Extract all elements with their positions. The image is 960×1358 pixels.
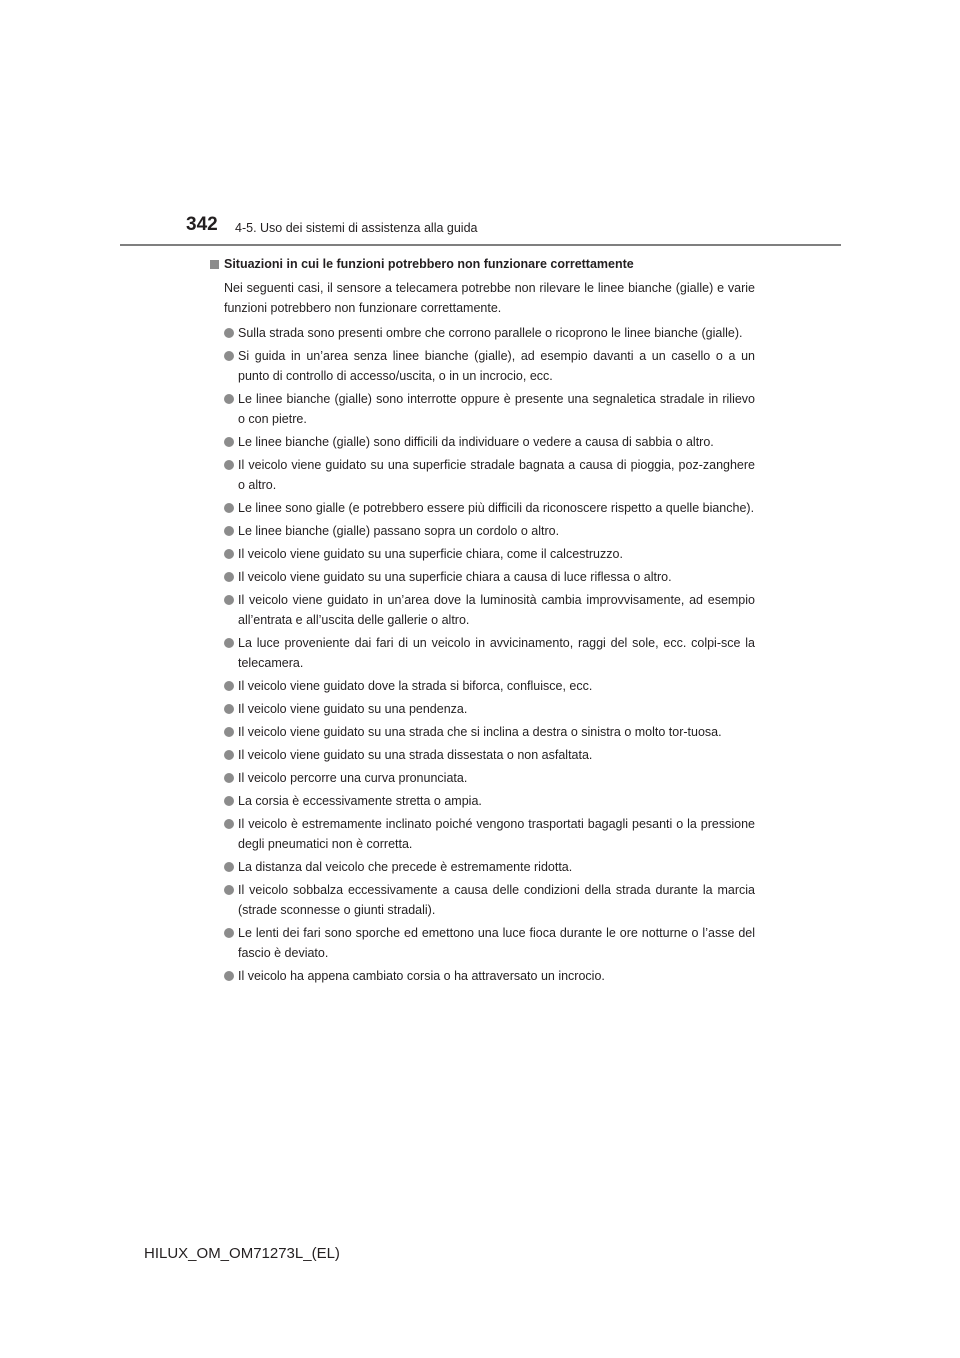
list-item [224,346,755,386]
document-code: HILUX_OM_OM71273L_(EL) [144,1245,340,1262]
list-item-text: La corsia è eccessivamente stretta o ampia. [238,793,482,808]
list-item-text: Le linee bianche (gialle) sono difficili da individuare o vedere a causa di sabbia o altro. [238,434,714,449]
list-item-text: Il veicolo ha appena cambiato corsia o ha attraversato un incrocio. [238,968,605,983]
list-item-text: Il veicolo viene guidato su una strada dissestata o non asfaltata. [238,747,593,762]
section-heading-text: Situazioni in cui le funzioni potrebbero non funzionare correttamente [224,257,634,271]
list-item [224,498,755,518]
circle-bullet-icon [224,572,234,582]
list-item [224,791,755,811]
situation-list [210,323,755,986]
list-item-text: Il veicolo è estremamente inclinato poiché vengono trasportati bagagli pesanti o la pressione degli pneumatici non è corretta. [238,816,755,851]
list-item-text: Il veicolo viene guidato in un’area dove la luminosità cambia improvvisamente, ad esempio all’entrata e all’uscita delle gallerie o altro. [238,592,755,627]
list-item-text: Le lenti dei fari sono sporche ed emettono una luce fioca durante le ore notturne o l’asse del fascio è deviato. [238,925,755,960]
circle-bullet-icon [224,437,234,447]
circle-bullet-icon [224,681,234,691]
circle-bullet-icon [224,885,234,895]
list-item-text: Il veicolo viene guidato su una superficie stradale bagnata a causa di pioggia, poz-zanghere o altro. [238,457,755,492]
circle-bullet-icon [224,727,234,737]
list-item [224,389,755,429]
list-item [224,676,755,696]
list-item-text: Il veicolo viene guidato su una superficie chiara, come il calcestruzzo. [238,546,623,561]
circle-bullet-icon [224,704,234,714]
list-item [224,567,755,587]
list-item-text: La distanza dal veicolo che precede è estremamente ridotta. [238,859,573,874]
list-item [224,544,755,564]
list-item-text: Sulla strada sono presenti ombre che corrono parallele o ricoprono le linee bianche (gialle). [238,325,743,340]
list-item [224,590,755,630]
circle-bullet-icon [224,328,234,338]
circle-bullet-icon [224,460,234,470]
list-item [224,768,755,788]
list-item [224,814,755,854]
intro-paragraph: Nei seguenti casi, il sensore a telecamera potrebbe non rilevare le linee bianche (gialle) e varie funzioni potrebbero non funzionare correttamente. [224,280,755,315]
page-content [210,256,755,989]
circle-bullet-icon [224,750,234,760]
list-item [224,745,755,765]
list-item-text: Il veicolo percorre una curva pronunciata. [238,770,468,785]
circle-bullet-icon [224,773,234,783]
list-item [224,521,755,541]
list-item [224,722,755,742]
section-title: 4-5. Uso dei sistemi di assistenza alla guida [235,221,478,235]
list-item-text: Il veicolo sobbalza eccessivamente a causa delle condizioni della strada durante la marcia (strade sconnesse o giunti stradali). [238,882,755,917]
list-item-text: Le linee bianche (gialle) sono interrotte oppure è presente una segnaletica stradale in rilievo o con pietre. [238,391,755,426]
page-number: 342 [186,214,218,235]
circle-bullet-icon [224,819,234,829]
circle-bullet-icon [224,638,234,648]
circle-bullet-icon [224,862,234,872]
list-item-text: Il veicolo viene guidato su una pendenza. [238,701,468,716]
section-heading [210,256,755,274]
circle-bullet-icon [224,526,234,536]
list-item-text: Il veicolo viene guidato su una strada che si inclina a destra o sinistra o molto tor-tuosa. [238,724,722,739]
list-item-text: Le linee sono gialle (e potrebbero essere più difficili da riconoscere rispetto a quelle bianche). [238,500,755,515]
list-item-text: Le linee bianche (gialle) passano sopra un cordolo o altro. [238,523,560,538]
list-item [224,857,755,877]
list-item [224,699,755,719]
header-divider [120,244,841,246]
list-item [224,966,755,986]
circle-bullet-icon [224,549,234,559]
list-item [224,323,755,343]
list-item-text: Si guida in un’area senza linee bianche (gialle), ad esempio davanti a un casello o a un punto di controllo di accesso/uscita, o in un incrocio, ecc. [238,348,755,383]
circle-bullet-icon [224,928,234,938]
circle-bullet-icon [224,351,234,361]
list-item [224,432,755,452]
list-item [224,880,755,920]
list-item-text: La luce proveniente dai fari di un veicolo in avvicinamento, raggi del sole, ecc. colpi-sce la telecamera. [238,635,755,670]
circle-bullet-icon [224,796,234,806]
circle-bullet-icon [224,971,234,981]
square-bullet-icon [210,260,219,269]
list-item-text: Il veicolo viene guidato su una superficie chiara a causa di luce riflessa o altro. [238,569,672,584]
list-item [224,633,755,673]
circle-bullet-icon [224,595,234,605]
list-item-text: Il veicolo viene guidato dove la strada si biforca, confluisce, ecc. [238,678,593,693]
list-item [224,923,755,963]
circle-bullet-icon [224,503,234,513]
list-item [224,455,755,495]
circle-bullet-icon [224,394,234,404]
